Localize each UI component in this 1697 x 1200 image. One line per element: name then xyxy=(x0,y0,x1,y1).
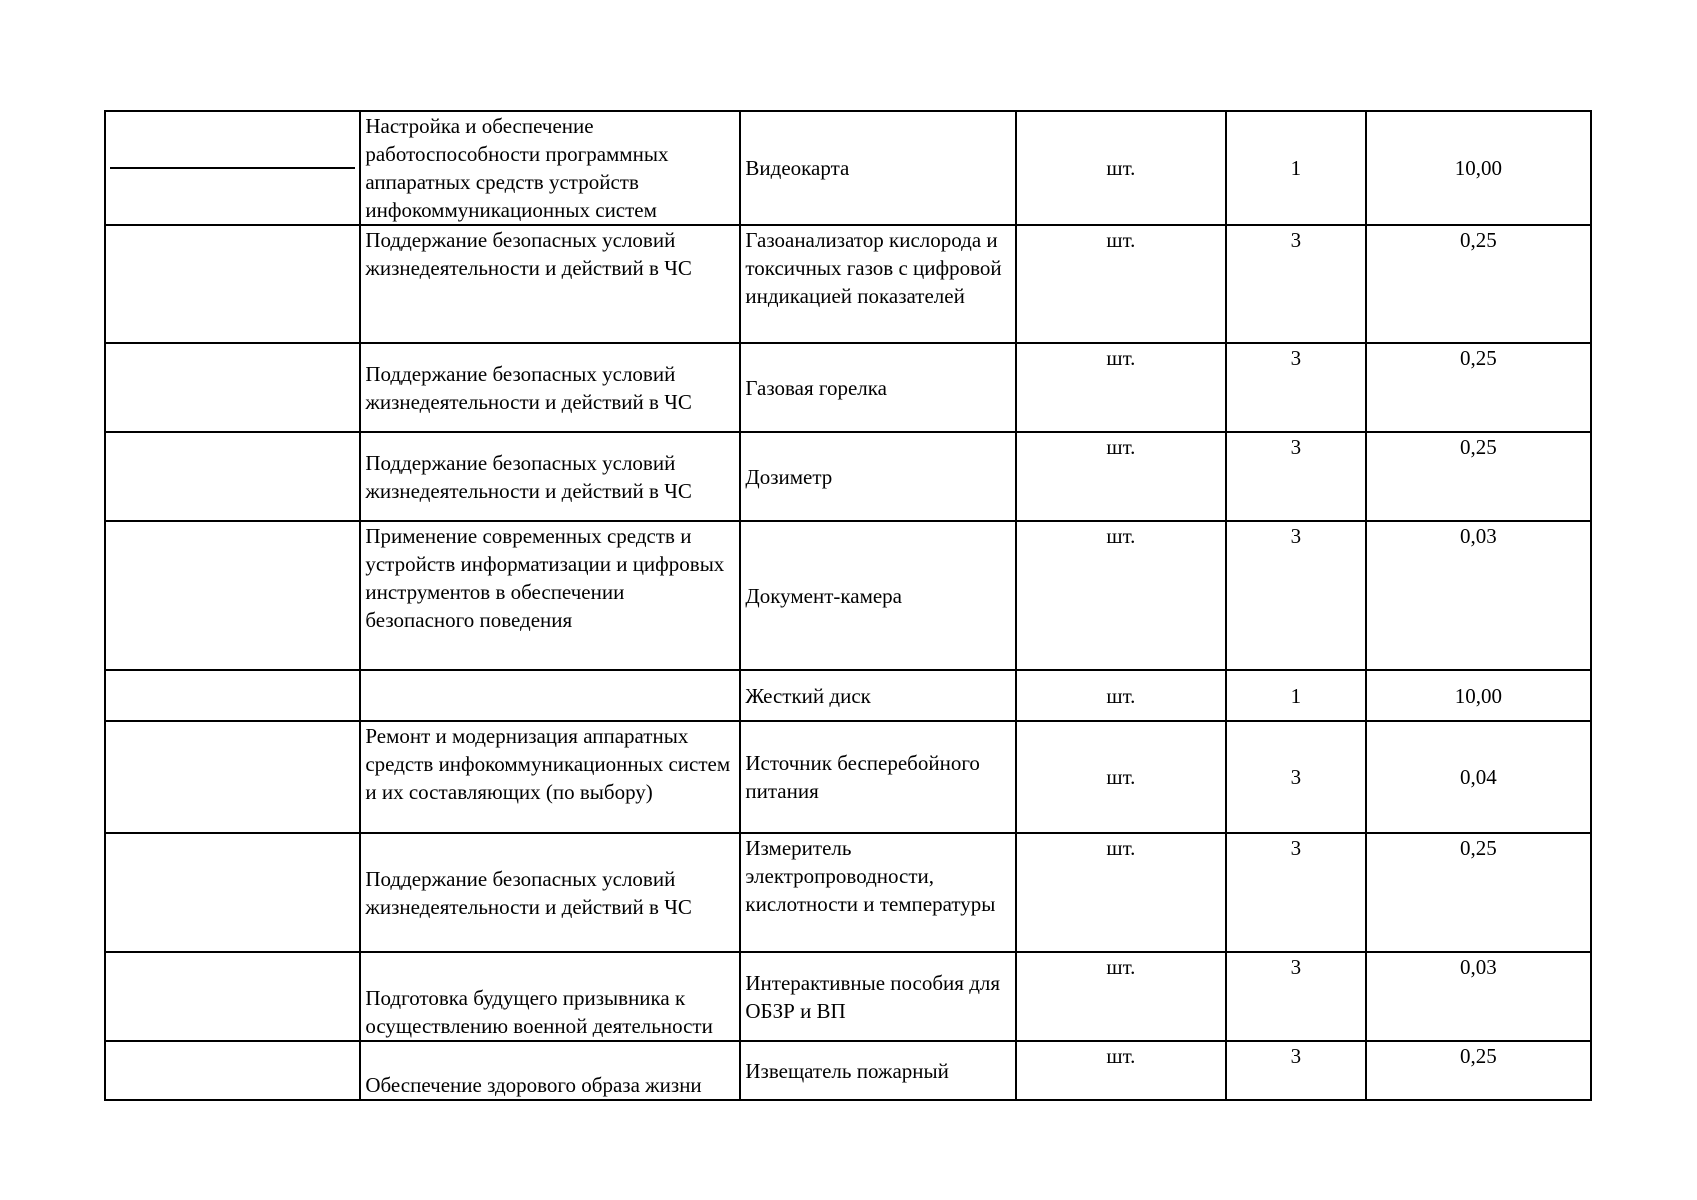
item-name-cell: Интерактивные пособия для ОБЗР и ВП xyxy=(740,952,1015,1041)
table-row xyxy=(105,111,1591,225)
item-name-cell: Извещатель пожарный xyxy=(740,1041,1015,1100)
quantity-cell: 3 xyxy=(1226,225,1366,343)
unit-cell: шт. xyxy=(1016,952,1226,1041)
norm-cell: 10,00 xyxy=(1366,111,1591,225)
module-cell xyxy=(105,952,360,1041)
module-cell xyxy=(105,225,360,343)
module-cell xyxy=(105,521,360,670)
table-row xyxy=(105,343,1591,432)
module-cell xyxy=(105,1041,360,1100)
module-cell xyxy=(105,111,360,225)
equipment-table xyxy=(104,110,1592,1101)
table-row xyxy=(105,952,1591,1041)
discipline-cell: Поддержание безопасных условий жизнедеятельности и действий в ЧС xyxy=(360,343,740,432)
quantity-cell: 3 xyxy=(1226,432,1366,521)
table-row xyxy=(105,833,1591,952)
discipline-cell: Обеспечение здорового образа жизни xyxy=(360,1041,740,1100)
unit-cell: шт. xyxy=(1016,521,1226,670)
unit-cell: шт. xyxy=(1016,1041,1226,1100)
quantity-cell: 1 xyxy=(1226,111,1366,225)
discipline-cell: Подготовка будущего призывника к осуществлению военной деятельности xyxy=(360,952,740,1041)
norm-cell: 0,03 xyxy=(1366,952,1591,1041)
module-cell xyxy=(105,343,360,432)
item-name-cell: Газоанализатор кислорода и токсичных газов с цифровой индикацией показателей xyxy=(740,225,1015,343)
discipline-cell: Поддержание безопасных условий жизнедеятельности и действий в ЧС xyxy=(360,833,740,952)
unit-cell: шт. xyxy=(1016,833,1226,952)
norm-cell: 0,04 xyxy=(1366,721,1591,833)
unit-cell: шт. xyxy=(1016,670,1226,721)
norm-cell: 0,25 xyxy=(1366,343,1591,432)
item-name-cell: Источник бесперебойного питания xyxy=(740,721,1015,833)
module-cell xyxy=(105,432,360,521)
item-name-cell: Газовая горелка xyxy=(740,343,1015,432)
norm-cell: 0,25 xyxy=(1366,833,1591,952)
item-name-cell: Видеокарта xyxy=(740,111,1015,225)
item-name-cell: Жесткий диск xyxy=(740,670,1015,721)
norm-cell: 10,00 xyxy=(1366,670,1591,721)
module-cell xyxy=(105,833,360,952)
table-row xyxy=(105,225,1591,343)
discipline-cell: Применение современных средств и устройств информатизации и цифровых инструментов в обеспечении безопасного поведения xyxy=(360,521,740,670)
discipline-cell: Поддержание безопасных условий жизнедеятельности и действий в ЧС xyxy=(360,225,740,343)
table-row xyxy=(105,1041,1591,1100)
discipline-cell xyxy=(360,670,740,721)
unit-cell: шт. xyxy=(1016,432,1226,521)
norm-cell: 0,25 xyxy=(1366,1041,1591,1100)
norm-cell: 0,03 xyxy=(1366,521,1591,670)
item-name-cell: Дозиметр xyxy=(740,432,1015,521)
table-row xyxy=(105,670,1591,721)
module-cell xyxy=(105,721,360,833)
quantity-cell: 3 xyxy=(1226,952,1366,1041)
norm-cell: 0,25 xyxy=(1366,432,1591,521)
unit-cell: шт. xyxy=(1016,721,1226,833)
table-row xyxy=(105,432,1591,521)
discipline-cell: Ремонт и модернизация аппаратных средств инфокоммуникационных систем и их составляющих (по выбору) xyxy=(360,721,740,833)
unit-cell: шт. xyxy=(1016,343,1226,432)
quantity-cell: 3 xyxy=(1226,721,1366,833)
quantity-cell: 1 xyxy=(1226,670,1366,721)
unit-cell: шт. xyxy=(1016,111,1226,225)
table-row xyxy=(105,721,1591,833)
norm-cell: 0,25 xyxy=(1366,225,1591,343)
item-name-cell: Документ-камера xyxy=(740,521,1015,670)
quantity-cell: 3 xyxy=(1226,343,1366,432)
quantity-cell: 3 xyxy=(1226,1041,1366,1100)
table-row xyxy=(105,521,1591,670)
item-name-cell: Измеритель электропроводности, кислотности и температуры xyxy=(740,833,1015,952)
quantity-cell: 3 xyxy=(1226,833,1366,952)
unit-cell: шт. xyxy=(1016,225,1226,343)
module-cell xyxy=(105,670,360,721)
discipline-cell: Настройка и обеспечение работоспособности программных аппаратных средств устройств инфокоммуникационных систем xyxy=(360,111,740,225)
quantity-cell: 3 xyxy=(1226,521,1366,670)
discipline-cell: Поддержание безопасных условий жизнедеятельности и действий в ЧС xyxy=(360,432,740,521)
